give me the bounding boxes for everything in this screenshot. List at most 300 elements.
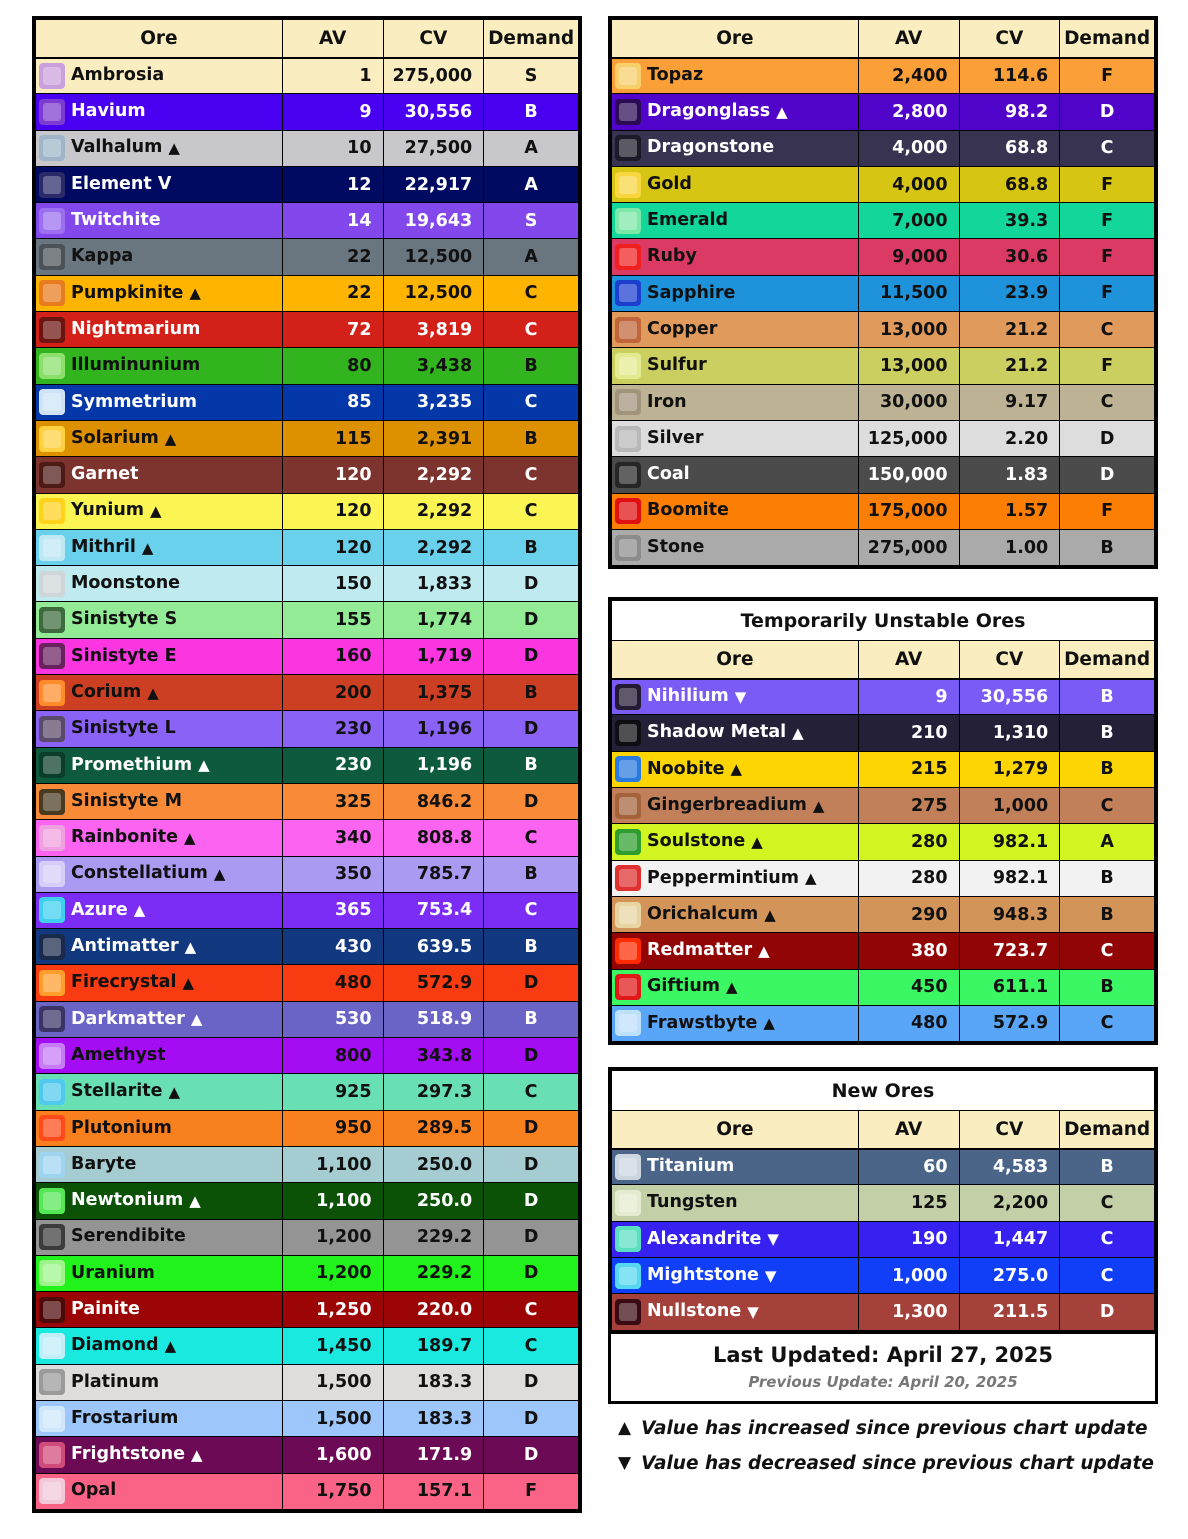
cell-demand: D: [484, 1364, 579, 1400]
ore-icon: [39, 607, 65, 633]
unstable-ore-table: [611, 600, 1155, 1042]
cell-ore: [36, 130, 283, 166]
table-row[interactable]: [612, 1221, 1155, 1257]
cell-demand: B: [1060, 860, 1155, 896]
cell-ore: [36, 929, 283, 965]
cell-demand: A: [484, 166, 579, 202]
col-header-demand[interactable]: Demand: [1060, 641, 1155, 679]
cell-cv: 183.3: [383, 1400, 484, 1436]
cell-ore: [36, 529, 283, 565]
cell-cv: 1,196: [383, 711, 484, 747]
cell-ore: [36, 1292, 283, 1328]
cell-av: 325: [282, 783, 383, 819]
cell-av: 150,000: [858, 457, 959, 493]
cell-demand: D: [484, 1110, 579, 1146]
cell-cv: 982.1: [959, 824, 1060, 860]
table-row[interactable]: [36, 1364, 579, 1400]
cell-ore: [36, 384, 283, 420]
ore-name: Constellatium: [71, 863, 208, 884]
ore-name: Boomite: [647, 500, 729, 521]
table-header-row: [612, 641, 1155, 679]
cell-av: 200: [282, 675, 383, 711]
col-header-av[interactable]: AV: [858, 641, 959, 679]
cell-av: 1,300: [858, 1294, 959, 1330]
cell-cv: 2.20: [959, 420, 1060, 456]
cell-cv: 211.5: [959, 1294, 1060, 1330]
cell-cv: 250.0: [383, 1146, 484, 1182]
ore-icon: [39, 63, 65, 89]
ore-name: Painite: [71, 1298, 140, 1319]
cell-cv: 2,292: [383, 529, 484, 565]
cell-ore: [612, 1221, 859, 1257]
triangle-up-icon: ▲: [133, 901, 146, 920]
ore-icon: [39, 389, 65, 415]
ore-name: Yunium: [71, 500, 145, 521]
cell-cv: 1.57: [959, 493, 1060, 529]
table-row[interactable]: [612, 312, 1155, 348]
ore-name: Symmetrium: [71, 391, 198, 412]
table-row[interactable]: [612, 457, 1155, 493]
ore-icon: [39, 934, 65, 960]
ore-name: Ambrosia: [71, 65, 165, 86]
cell-av: 1,200: [282, 1255, 383, 1291]
cell-cv: 23.9: [959, 275, 1060, 311]
table-row[interactable]: [612, 860, 1155, 896]
spacer: [608, 1045, 1158, 1067]
cell-av: 2,800: [858, 94, 959, 130]
triangle-up-icon: ▲: [164, 1337, 177, 1356]
triangle-up-icon: ▲: [618, 1418, 632, 1439]
table-row[interactable]: [36, 638, 579, 674]
ore-icon: [615, 135, 641, 161]
cell-cv: 518.9: [383, 1001, 484, 1037]
table-row[interactable]: [36, 1400, 579, 1436]
ore-name: Alexandrite: [647, 1228, 762, 1249]
table-row[interactable]: [612, 94, 1155, 130]
cell-av: 2,400: [858, 58, 959, 94]
cell-demand: C: [484, 312, 579, 348]
triangle-up-icon: ▲: [763, 1014, 775, 1033]
cell-ore: [612, 493, 859, 529]
cell-ore: [36, 1364, 283, 1400]
cell-av: 13,000: [858, 312, 959, 348]
ore-icon: [615, 865, 641, 891]
col-header-ore[interactable]: Ore: [612, 1111, 859, 1149]
ore-name: Twitchite: [71, 210, 161, 231]
cell-ore: [612, 1294, 859, 1330]
ore-icon: [39, 1406, 65, 1432]
cell-av: 1,250: [282, 1292, 383, 1328]
table-row[interactable]: [612, 529, 1155, 565]
triangle-up-icon: ▲: [198, 756, 210, 775]
ore-icon: [615, 244, 641, 270]
ore-icon: [615, 317, 641, 343]
secondary-ore-table: [611, 19, 1155, 566]
table-row[interactable]: [36, 602, 579, 638]
ore-icon: [615, 462, 641, 488]
table-row[interactable]: [612, 130, 1155, 166]
cell-ore: [36, 856, 283, 892]
cell-av: 1,200: [282, 1219, 383, 1255]
cell-cv: 611.1: [959, 969, 1060, 1005]
cell-av: 72: [282, 312, 383, 348]
cell-av: 125,000: [858, 420, 959, 456]
table-row[interactable]: [36, 384, 579, 420]
table-row[interactable]: [36, 1038, 579, 1074]
cell-cv: 39.3: [959, 203, 1060, 239]
table-row[interactable]: [36, 1110, 579, 1146]
table-row[interactable]: [612, 751, 1155, 787]
ore-name: Kappa: [71, 246, 134, 267]
ore-icon: [615, 99, 641, 125]
ore-icon: [39, 680, 65, 706]
cell-av: 60: [858, 1149, 959, 1185]
table-row[interactable]: [36, 1219, 579, 1255]
ore-name: Sapphire: [647, 282, 736, 303]
cell-ore: [36, 1183, 283, 1219]
ore-name: Sinistyte E: [71, 645, 177, 666]
ore-name: Dragonglass: [647, 101, 771, 122]
cell-demand: D: [484, 1437, 579, 1473]
cell-demand: D: [1060, 457, 1155, 493]
ore-icon: [39, 317, 65, 343]
table-row[interactable]: [36, 420, 579, 456]
cell-cv: 229.2: [383, 1219, 484, 1255]
col-header-cv[interactable]: CV: [959, 641, 1060, 679]
cell-cv: 30,556: [959, 679, 1060, 715]
ore-icon: [39, 135, 65, 161]
table-row[interactable]: [36, 312, 579, 348]
cell-av: 280: [858, 860, 959, 896]
table-row[interactable]: [36, 566, 579, 602]
table-row[interactable]: [36, 1473, 579, 1509]
col-header-demand[interactable]: Demand: [484, 20, 579, 58]
cell-ore: [612, 58, 859, 94]
ore-name: Pumpkinite: [71, 282, 184, 303]
table-row[interactable]: [612, 1005, 1155, 1041]
cell-ore: [612, 679, 859, 715]
main-ore-table: [35, 19, 579, 1510]
col-header-cv[interactable]: CV: [383, 20, 484, 58]
cell-demand: B: [1060, 969, 1155, 1005]
cell-av: 380: [858, 933, 959, 969]
table-row[interactable]: [612, 1185, 1155, 1221]
triangle-up-icon: ▲: [805, 869, 817, 888]
table-row[interactable]: [612, 384, 1155, 420]
table-row[interactable]: [612, 239, 1155, 275]
ore-icon: [615, 389, 641, 415]
ore-name: Serendibite: [71, 1226, 186, 1247]
cell-av: 9,000: [858, 239, 959, 275]
cell-cv: 68.8: [959, 130, 1060, 166]
table-row[interactable]: [36, 1074, 579, 1110]
table-row[interactable]: [36, 58, 579, 94]
triangle-up-icon: ▲: [168, 1082, 181, 1101]
cell-demand: B: [484, 856, 579, 892]
triangle-up-icon: ▲: [183, 828, 196, 847]
cell-av: 1,450: [282, 1328, 383, 1364]
table-row[interactable]: [612, 1294, 1155, 1330]
cell-ore: [36, 457, 283, 493]
table-row[interactable]: [612, 203, 1155, 239]
table-row[interactable]: [612, 348, 1155, 384]
table-row[interactable]: [36, 929, 579, 965]
table-row[interactable]: [612, 715, 1155, 751]
cell-demand: F: [1060, 166, 1155, 202]
ore-icon: [39, 571, 65, 597]
cell-av: 1,600: [282, 1437, 383, 1473]
ore-icon: [615, 1154, 641, 1180]
ore-icon: [39, 244, 65, 270]
ore-name: Emerald: [647, 210, 729, 231]
ore-name: Plutonium: [71, 1117, 172, 1138]
ore-name: Soulstone: [647, 831, 746, 852]
cell-av: 1,100: [282, 1183, 383, 1219]
legend-increase: [608, 1418, 1158, 1439]
table-row[interactable]: [36, 1328, 579, 1364]
table-row[interactable]: [36, 820, 579, 856]
cell-cv: 639.5: [383, 929, 484, 965]
cell-ore: [36, 965, 283, 1001]
cell-ore: [36, 820, 283, 856]
new-caption-row: [612, 1071, 1155, 1111]
cell-demand: B: [1060, 1149, 1155, 1185]
cell-cv: 30.6: [959, 239, 1060, 275]
cell-ore: [612, 1005, 859, 1041]
cell-cv: 948.3: [959, 896, 1060, 932]
table-row[interactable]: [612, 420, 1155, 456]
new-ore-rows: [612, 1149, 1155, 1330]
ore-name: Iron: [647, 391, 687, 412]
table-row[interactable]: [612, 969, 1155, 1005]
cell-av: 125: [858, 1185, 959, 1221]
cell-av: 480: [282, 965, 383, 1001]
cell-ore: [612, 457, 859, 493]
cell-ore: [612, 130, 859, 166]
cell-av: 350: [282, 856, 383, 892]
cell-demand: B: [484, 348, 579, 384]
cell-cv: 189.7: [383, 1328, 484, 1364]
cell-cv: 1,279: [959, 751, 1060, 787]
cell-demand: B: [1060, 679, 1155, 715]
cell-demand: B: [484, 420, 579, 456]
table-header-row: [612, 20, 1155, 58]
ore-icon: [39, 1115, 65, 1141]
cell-av: 85: [282, 384, 383, 420]
ore-name: Rainbonite: [71, 827, 178, 848]
col-header-demand[interactable]: Demand: [1060, 1111, 1155, 1149]
col-header-cv[interactable]: CV: [959, 20, 1060, 58]
table-row[interactable]: [612, 275, 1155, 311]
ore-name: Moonstone: [71, 573, 181, 594]
col-header-ore[interactable]: Ore: [612, 20, 859, 58]
ore-icon: [39, 353, 65, 379]
cell-ore: [612, 824, 859, 860]
triangle-up-icon: ▲: [141, 538, 154, 557]
cell-ore: [612, 166, 859, 202]
table-row[interactable]: [36, 457, 579, 493]
ore-name: Garnet: [71, 464, 139, 485]
triangle-down-icon: ▼: [764, 1266, 777, 1285]
table-row[interactable]: [36, 239, 579, 275]
table-row[interactable]: [36, 1146, 579, 1182]
cell-demand: C: [484, 275, 579, 311]
table-row[interactable]: [612, 679, 1155, 715]
table-row[interactable]: [36, 1183, 579, 1219]
cell-ore: [36, 1001, 283, 1037]
table-row[interactable]: [36, 892, 579, 928]
cell-cv: 2,292: [383, 457, 484, 493]
cell-demand: D: [1060, 94, 1155, 130]
ore-icon: [615, 720, 641, 746]
table-row[interactable]: [36, 1437, 579, 1473]
triangle-up-icon: ▲: [189, 1191, 201, 1210]
cell-demand: D: [484, 711, 579, 747]
cell-av: 230: [282, 711, 383, 747]
col-header-cv[interactable]: CV: [959, 1111, 1060, 1149]
table-row[interactable]: [36, 348, 579, 384]
cell-demand: C: [1060, 933, 1155, 969]
cell-cv: 21.2: [959, 312, 1060, 348]
ore-name: Sinistyte S: [71, 609, 178, 630]
ore-name: Ruby: [647, 246, 697, 267]
cell-demand: B: [484, 94, 579, 130]
ore-icon: [39, 970, 65, 996]
table-row[interactable]: [36, 1292, 579, 1328]
ore-name: Nightmarium: [71, 318, 201, 339]
table-row[interactable]: [36, 965, 579, 1001]
table-row[interactable]: [612, 166, 1155, 202]
col-header-av[interactable]: AV: [858, 20, 959, 58]
cell-av: 210: [858, 715, 959, 751]
cell-av: 9: [282, 94, 383, 130]
triangle-up-icon: ▲: [190, 1010, 203, 1029]
cell-ore: [612, 529, 859, 565]
ore-name: Sinistyte M: [71, 790, 182, 811]
ore-icon: [39, 1043, 65, 1069]
previous-update-text: Previous Update: April 20, 2025: [748, 1372, 1018, 1391]
cell-cv: 4,583: [959, 1149, 1060, 1185]
cell-demand: C: [1060, 1005, 1155, 1041]
cell-av: 450: [858, 969, 959, 1005]
ore-name: Copper: [647, 318, 718, 339]
table-row[interactable]: [36, 1001, 579, 1037]
cell-av: 14: [282, 203, 383, 239]
cell-cv: 723.7: [959, 933, 1060, 969]
cell-ore: [36, 892, 283, 928]
cell-cv: 275,000: [383, 58, 484, 94]
table-row[interactable]: [612, 933, 1155, 969]
cell-cv: 183.3: [383, 1364, 484, 1400]
table-row[interactable]: [612, 58, 1155, 94]
cell-demand: B: [484, 529, 579, 565]
cell-ore: [612, 751, 859, 787]
last-updated-box: [608, 1334, 1158, 1404]
ore-name: Stone: [647, 536, 705, 557]
table-row[interactable]: [36, 783, 579, 819]
cell-ore: [36, 58, 283, 94]
cell-cv: 220.0: [383, 1292, 484, 1328]
ore-icon: [615, 1299, 641, 1325]
table-row[interactable]: [36, 711, 579, 747]
ore-name: Noobite: [647, 758, 725, 779]
table-row[interactable]: [36, 94, 579, 130]
table-row[interactable]: [36, 203, 579, 239]
cell-ore: [36, 1038, 283, 1074]
table-row[interactable]: [36, 166, 579, 202]
triangle-down-icon: ▼: [767, 1230, 779, 1249]
table-row[interactable]: [36, 747, 579, 783]
ore-icon: [39, 752, 65, 778]
cell-demand: D: [484, 1038, 579, 1074]
cell-cv: 27,500: [383, 130, 484, 166]
ore-icon: [39, 1079, 65, 1105]
cell-cv: 808.8: [383, 820, 484, 856]
cell-cv: 9.17: [959, 384, 1060, 420]
unstable-ore-rows: [612, 679, 1155, 1042]
col-header-av[interactable]: AV: [282, 20, 383, 58]
ore-name: Promethium: [71, 754, 193, 775]
cell-ore: [36, 275, 283, 311]
table-row[interactable]: [612, 788, 1155, 824]
table-row[interactable]: [36, 1255, 579, 1291]
cell-demand: C: [1060, 1258, 1155, 1294]
cell-cv: 846.2: [383, 783, 484, 819]
cell-av: 1,500: [282, 1400, 383, 1436]
table-row[interactable]: [36, 675, 579, 711]
table-row[interactable]: [36, 130, 579, 166]
table-row[interactable]: [36, 856, 579, 892]
table-row[interactable]: [612, 1149, 1155, 1185]
col-header-demand[interactable]: Demand: [1060, 20, 1155, 58]
cell-av: 275: [858, 788, 959, 824]
triangle-up-icon: ▲: [190, 1445, 203, 1464]
cell-demand: D: [484, 566, 579, 602]
cell-demand: C: [1060, 312, 1155, 348]
cell-cv: 275.0: [959, 1258, 1060, 1294]
cell-ore: [36, 312, 283, 348]
cell-cv: 1.00: [959, 529, 1060, 565]
col-header-ore[interactable]: Ore: [36, 20, 283, 58]
ore-icon: [39, 1369, 65, 1395]
table-row[interactable]: [612, 1258, 1155, 1294]
cell-ore: [612, 933, 859, 969]
table-row[interactable]: [36, 529, 579, 565]
table-row[interactable]: [612, 824, 1155, 860]
cell-av: 190: [858, 1221, 959, 1257]
ore-name: Mightstone: [647, 1264, 759, 1285]
cell-cv: 1,447: [959, 1221, 1060, 1257]
cell-cv: 343.8: [383, 1038, 484, 1074]
table-row[interactable]: [612, 493, 1155, 529]
table-row[interactable]: [612, 896, 1155, 932]
cell-av: 280: [858, 824, 959, 860]
cell-ore: [612, 1149, 859, 1185]
cell-demand: C: [484, 1328, 579, 1364]
col-header-av[interactable]: AV: [858, 1111, 959, 1149]
triangle-up-icon: ▲: [184, 937, 197, 956]
cell-ore: [36, 675, 283, 711]
ore-name: Gingerbreadium: [647, 794, 807, 815]
ore-icon: [39, 535, 65, 561]
table-row[interactable]: [36, 493, 579, 529]
cell-av: 9: [858, 679, 959, 715]
ore-icon: [39, 1260, 65, 1286]
col-header-ore[interactable]: Ore: [612, 641, 859, 679]
cell-demand: C: [484, 457, 579, 493]
table-row[interactable]: [36, 275, 579, 311]
ore-icon: [615, 684, 641, 710]
